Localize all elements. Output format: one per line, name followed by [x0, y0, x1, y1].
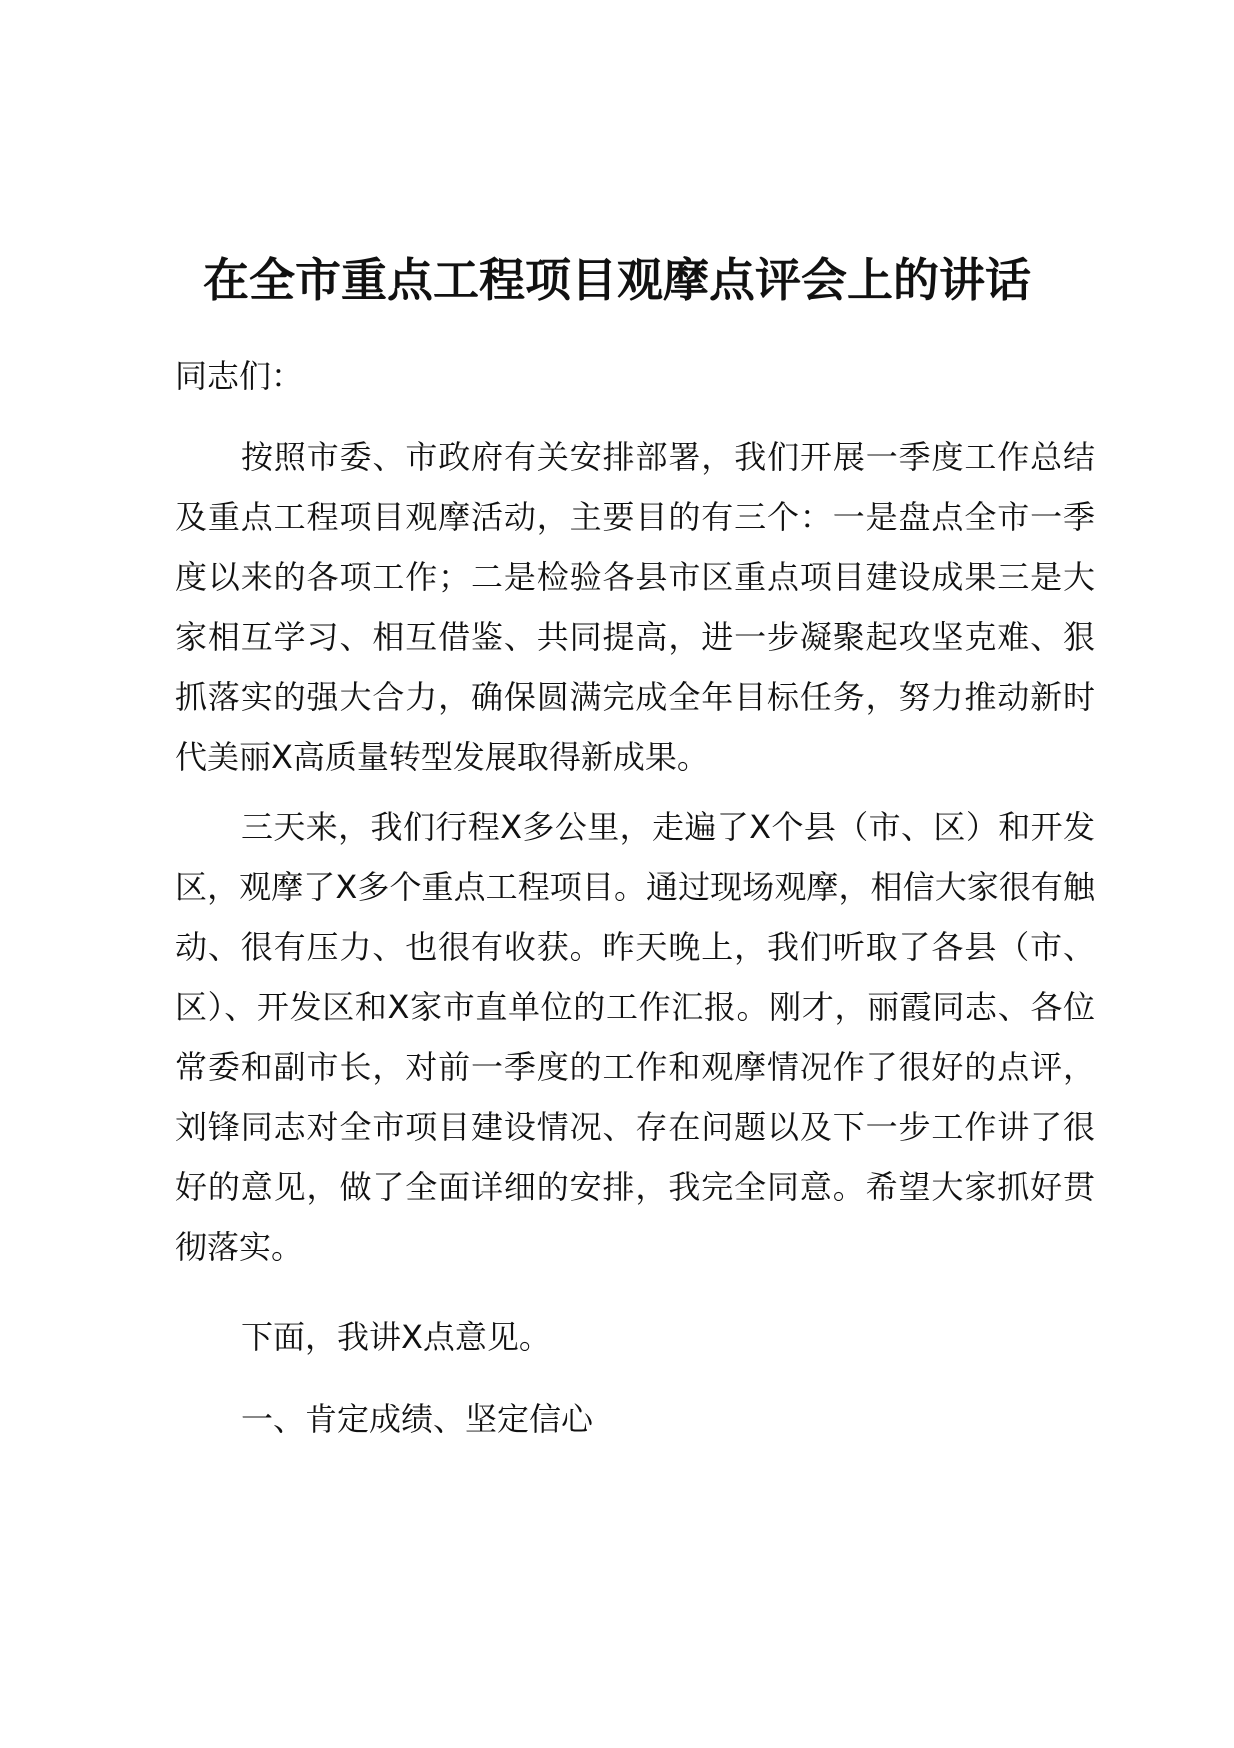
paragraph-1: 按照市委、市政府有关安排部署，我们开展一季度工作总结及重点工程项目观摩活动，主要目的有三个：一是盘点全市一季度以来的各项工作；二是检验各县市区重点项目建设成果三是大家相互学习、相互借鉴、共同提高，进一步凝聚起攻坚克难、狠抓落实的强大合力，确保圆满完成全年目标任务，努力推动新时代美丽X高质量转型发展取得新成果。 — [175, 438, 1095, 776]
salutation: 同志们： — [175, 357, 304, 395]
paragraph-3: 下面，我讲X点意见。 — [241, 1318, 551, 1356]
document-title: 在全市重点工程项目观摩点评会上的讲话 — [203, 253, 1031, 307]
paragraph-2: 三天来，我们行程X多公里，走遍了X个县（市、区）和开发区，观摩了X多个重点工程项目。通过现场观摩，相信大家很有触动、很有压力、也很有收获。昨天晚上，我们听取了各县（市、区）、开发区和X家市直单位的工作汇报。刚才，丽霞同志、各位常委和副市长，对前一季度的工作和观摩情况作了很好的点评，刘锋同志对全市项目建设情况、存在问题以及下一步工作讲了很好的意见，做了全面详细的安排，我完全同意。希望大家抓好贯彻落实。 — [175, 808, 1095, 1266]
section-heading: 一、肯定成绩、坚定信心 — [241, 1400, 594, 1438]
